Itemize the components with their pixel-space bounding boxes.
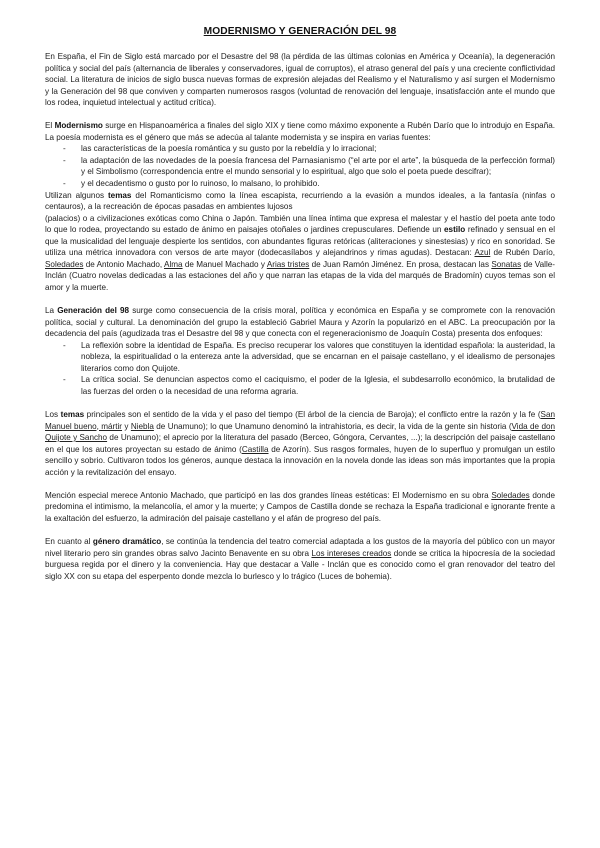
- bold-term: estilo: [444, 225, 466, 235]
- paragraph: [45, 51, 555, 109]
- text-run: de Azorín). Sus rasgos formales, huyen de lo superfluo y promulgan un estilo sencillo y sobrio. Cultivaron todos los géneros, aunque destaca la innovación en la novela donde las ideas son más importantes que la propia acción y la revitalización del ensayo.: [45, 444, 556, 477]
- bold-term: temas: [107, 190, 132, 200]
- text-run: (palacios) o a civilizaciones exóticas como China o Japón. También una línea íntima que expresa el malestar y el hastío del poeta ante todo lo que lo rodea, proyectando su estado de ánimo en paisajes otoñales o jardines crepusculares. Defiende un: [45, 213, 555, 235]
- bold-term: temas: [60, 409, 85, 419]
- text-run: Mención especial merece Antonio Machado, que participó en las dos grandes líneas estéticas: El Modernismo en su obra: [45, 490, 492, 500]
- text-run: Los: [45, 409, 61, 419]
- work-title: Alma: [164, 259, 183, 269]
- paragraph: [45, 536, 555, 582]
- text-run: En cuanto al: [45, 536, 93, 546]
- work-title: Soledades: [491, 490, 530, 500]
- text-run: La crítica social. Se denuncian aspectos como el caciquismo, el poder de la Iglesia, el subdesarrollo económico, la brutalidad de las fuerzas del orden o la necesidad de una reforma agraria.: [81, 375, 555, 396]
- dash-bullet-icon: -: [63, 179, 66, 189]
- text-run: , se continúa la tendencia del teatro comercial adaptada a los gustos de la mayoría del público con un mayor nivel literario pero sin grandes obras salvo Jacinto Benavente en su obra: [45, 536, 555, 558]
- paragraph: [45, 305, 555, 340]
- document-body: [45, 51, 555, 582]
- text-run: refinado y sensual en el que la musicalidad del lenguaje despierte los sentidos, con abundantes figuras retóricas (aliteraciones y sinestesias) y rico en sonoridad. Se utiliza una métrica innovadora con versos de arte mayor (dodecasílabos y alejandrinos y rimas agudas). Destacan:: [45, 225, 555, 258]
- text-run: la adaptación de las novedades de la poesía francesa del Parnasianismo (“el arte por el arte”, la búsqueda de la perfección formal) y el Simbolismo (correspondencia entre el mundo sensorial y lo espiritual, algo que solo el poeta puede descifrar);: [81, 155, 555, 177]
- text-run: del Romanticismo como la línea escapista, recurriendo a la evasión a mundos ideales, a la fantasía (ninfas o centauros), a la recreación de épocas pasadas en ambientes lujosos: [45, 190, 555, 212]
- bold-term: género dramático: [92, 536, 162, 546]
- text-run: de Juan Ramón Jiménez. En prosa, destacan las: [309, 259, 492, 269]
- bullet-list: [45, 143, 555, 189]
- text-run: de Antonio Machado,: [83, 259, 165, 269]
- paragraph: [45, 120, 555, 143]
- text-run: donde predomina el intimismo, la melancolía, el amor y la muerte; y Campos de Castilla donde se rechaza la España tradicional e ignorante frente a la exaltación del esfuerzo, la admiración del paisaje castellano y el afán de progreso del país.: [45, 490, 555, 523]
- text-run: de Manuel Machado y: [182, 259, 267, 269]
- dash-bullet-icon: -: [63, 155, 66, 165]
- work-title: Azul: [474, 248, 491, 258]
- work-title: Vida de don Quijote y Sancho: [45, 421, 555, 443]
- document-page: [45, 26, 555, 594]
- work-title: Niebla: [130, 421, 154, 431]
- text-run: de Valle-Inclán (Cuatro novelas dedicadas a las estaciones del año y que narran las etapas de la vida del marqués de Bradomín) cuyos temas son el amor y la muerte.: [45, 259, 555, 292]
- text-run: surge como consecuencia de la crisis moral, política y económica en España y se compromete con la renovación política, social y cultural. La denominación del grupo la estableció Gabriel Maura y Azorín la popularizó en el ABC. La preocupación por la decadencia del país (agudizada tras el Desastre del 98 y que conecta con el regeneracionismo de Joaquín Costa) presenta dos enfoques:: [45, 306, 555, 339]
- bold-term: Modernismo: [54, 121, 103, 131]
- dash-bullet-icon: -: [63, 144, 66, 154]
- dash-bullet-icon: -: [63, 375, 66, 385]
- list-item: [45, 143, 555, 155]
- paragraph: [45, 409, 555, 478]
- work-title: Soledades: [45, 259, 84, 269]
- work-title: Los intereses creados: [311, 548, 392, 558]
- dash-bullet-icon: -: [63, 340, 66, 350]
- text-run: de Unamuno); el aprecio por la literatura del pasado (Berceo, Góngora, Cervantes, ...); la descripción del paisaje castellano en el que los autores proyectan su estado de ánimo (: [45, 433, 555, 454]
- work-title: Castilla: [241, 444, 269, 454]
- text-run: las características de la poesía romántica y su gusto por la rebeldía y lo irracional;: [81, 144, 377, 154]
- work-title: San Manuel bueno, mártir: [45, 409, 555, 431]
- text-run: La: [45, 306, 58, 316]
- text-run: El: [45, 121, 55, 131]
- list-item: [45, 374, 555, 397]
- text-run: Utilizan algunos: [45, 190, 108, 200]
- text-run: de Rubén Darío,: [490, 248, 555, 258]
- list-item: [45, 340, 555, 375]
- list-item: [45, 178, 555, 190]
- work-title: Sonatas: [491, 259, 522, 269]
- text-run: surge en Hispanoamérica a finales del siglo XIX y tiene como máximo exponente a Rubén Darío que lo introdujo en España. La poesía modernista es el género que más se adecúa al talante modernista y se inspira en varias fuentes:: [45, 121, 555, 142]
- text-run: La reflexión sobre la identidad de España. Es preciso recuperar los valores que constituyen la identidad española: la austeridad, la nobleza, la espiritualidad o la entereza ante la adversidad, que se encarnan en el paisaje castellano, y el idealismo de personajes literarios como don Quijote.: [81, 340, 555, 373]
- bold-term: Generación del 98: [57, 306, 130, 316]
- text-run: En España, el Fin de Siglo está marcado por el Desastre del 98 (la pérdida de las últimas colonias en América y Oceanía), la degeneración política y social del país (alternancia de liberales y conservadores, igual de corruptos), el atraso general del país y una creciente conflictividad social. La literatura de inicios de siglo busca nuevas formas de expresión alejadas del Realismo y el Naturalismo y así surgen el Modernismo y la Generación del 98 que conviven y comparten numerosos rasgos (voluntad de renovación del lenguaje, insatisfacción ante el mundo que los rodea, inquietud intelectual y actitud crítica).: [45, 52, 555, 108]
- document-title: MODERNISMO Y GENERACIÓN DEL 98: [203, 26, 397, 37]
- work-title: Arias tristes: [266, 259, 310, 269]
- text-run: de Unamuno); lo que Unamuno denominó la intrahistoria, es decir, la vida de la gente sin historia (: [153, 421, 512, 431]
- text-run: donde se critica la hipocresía de la sociedad burguesa regida por el dinero y la conveniencia. Hay que destacar a Valle - Inclán que es conocido como el gran renovador del teatro del siglo XX con su etapa del esperpento donde mezcla lo burlesco y lo trágico (Luces de bohemia).: [45, 548, 555, 581]
- text-run: principales son el sentido de la vida y el paso del tiempo (El árbol de la ciencia de Baroja); el conflicto entre la razón y la fe (: [84, 409, 541, 419]
- paragraph: [45, 190, 555, 294]
- paragraph: [45, 490, 555, 525]
- list-item: [45, 155, 555, 178]
- text-run: y: [122, 421, 131, 431]
- text-run: y el decadentismo o gusto por lo ruinoso, lo malsano, lo prohibido.: [81, 179, 320, 189]
- bullet-list: [45, 340, 555, 398]
